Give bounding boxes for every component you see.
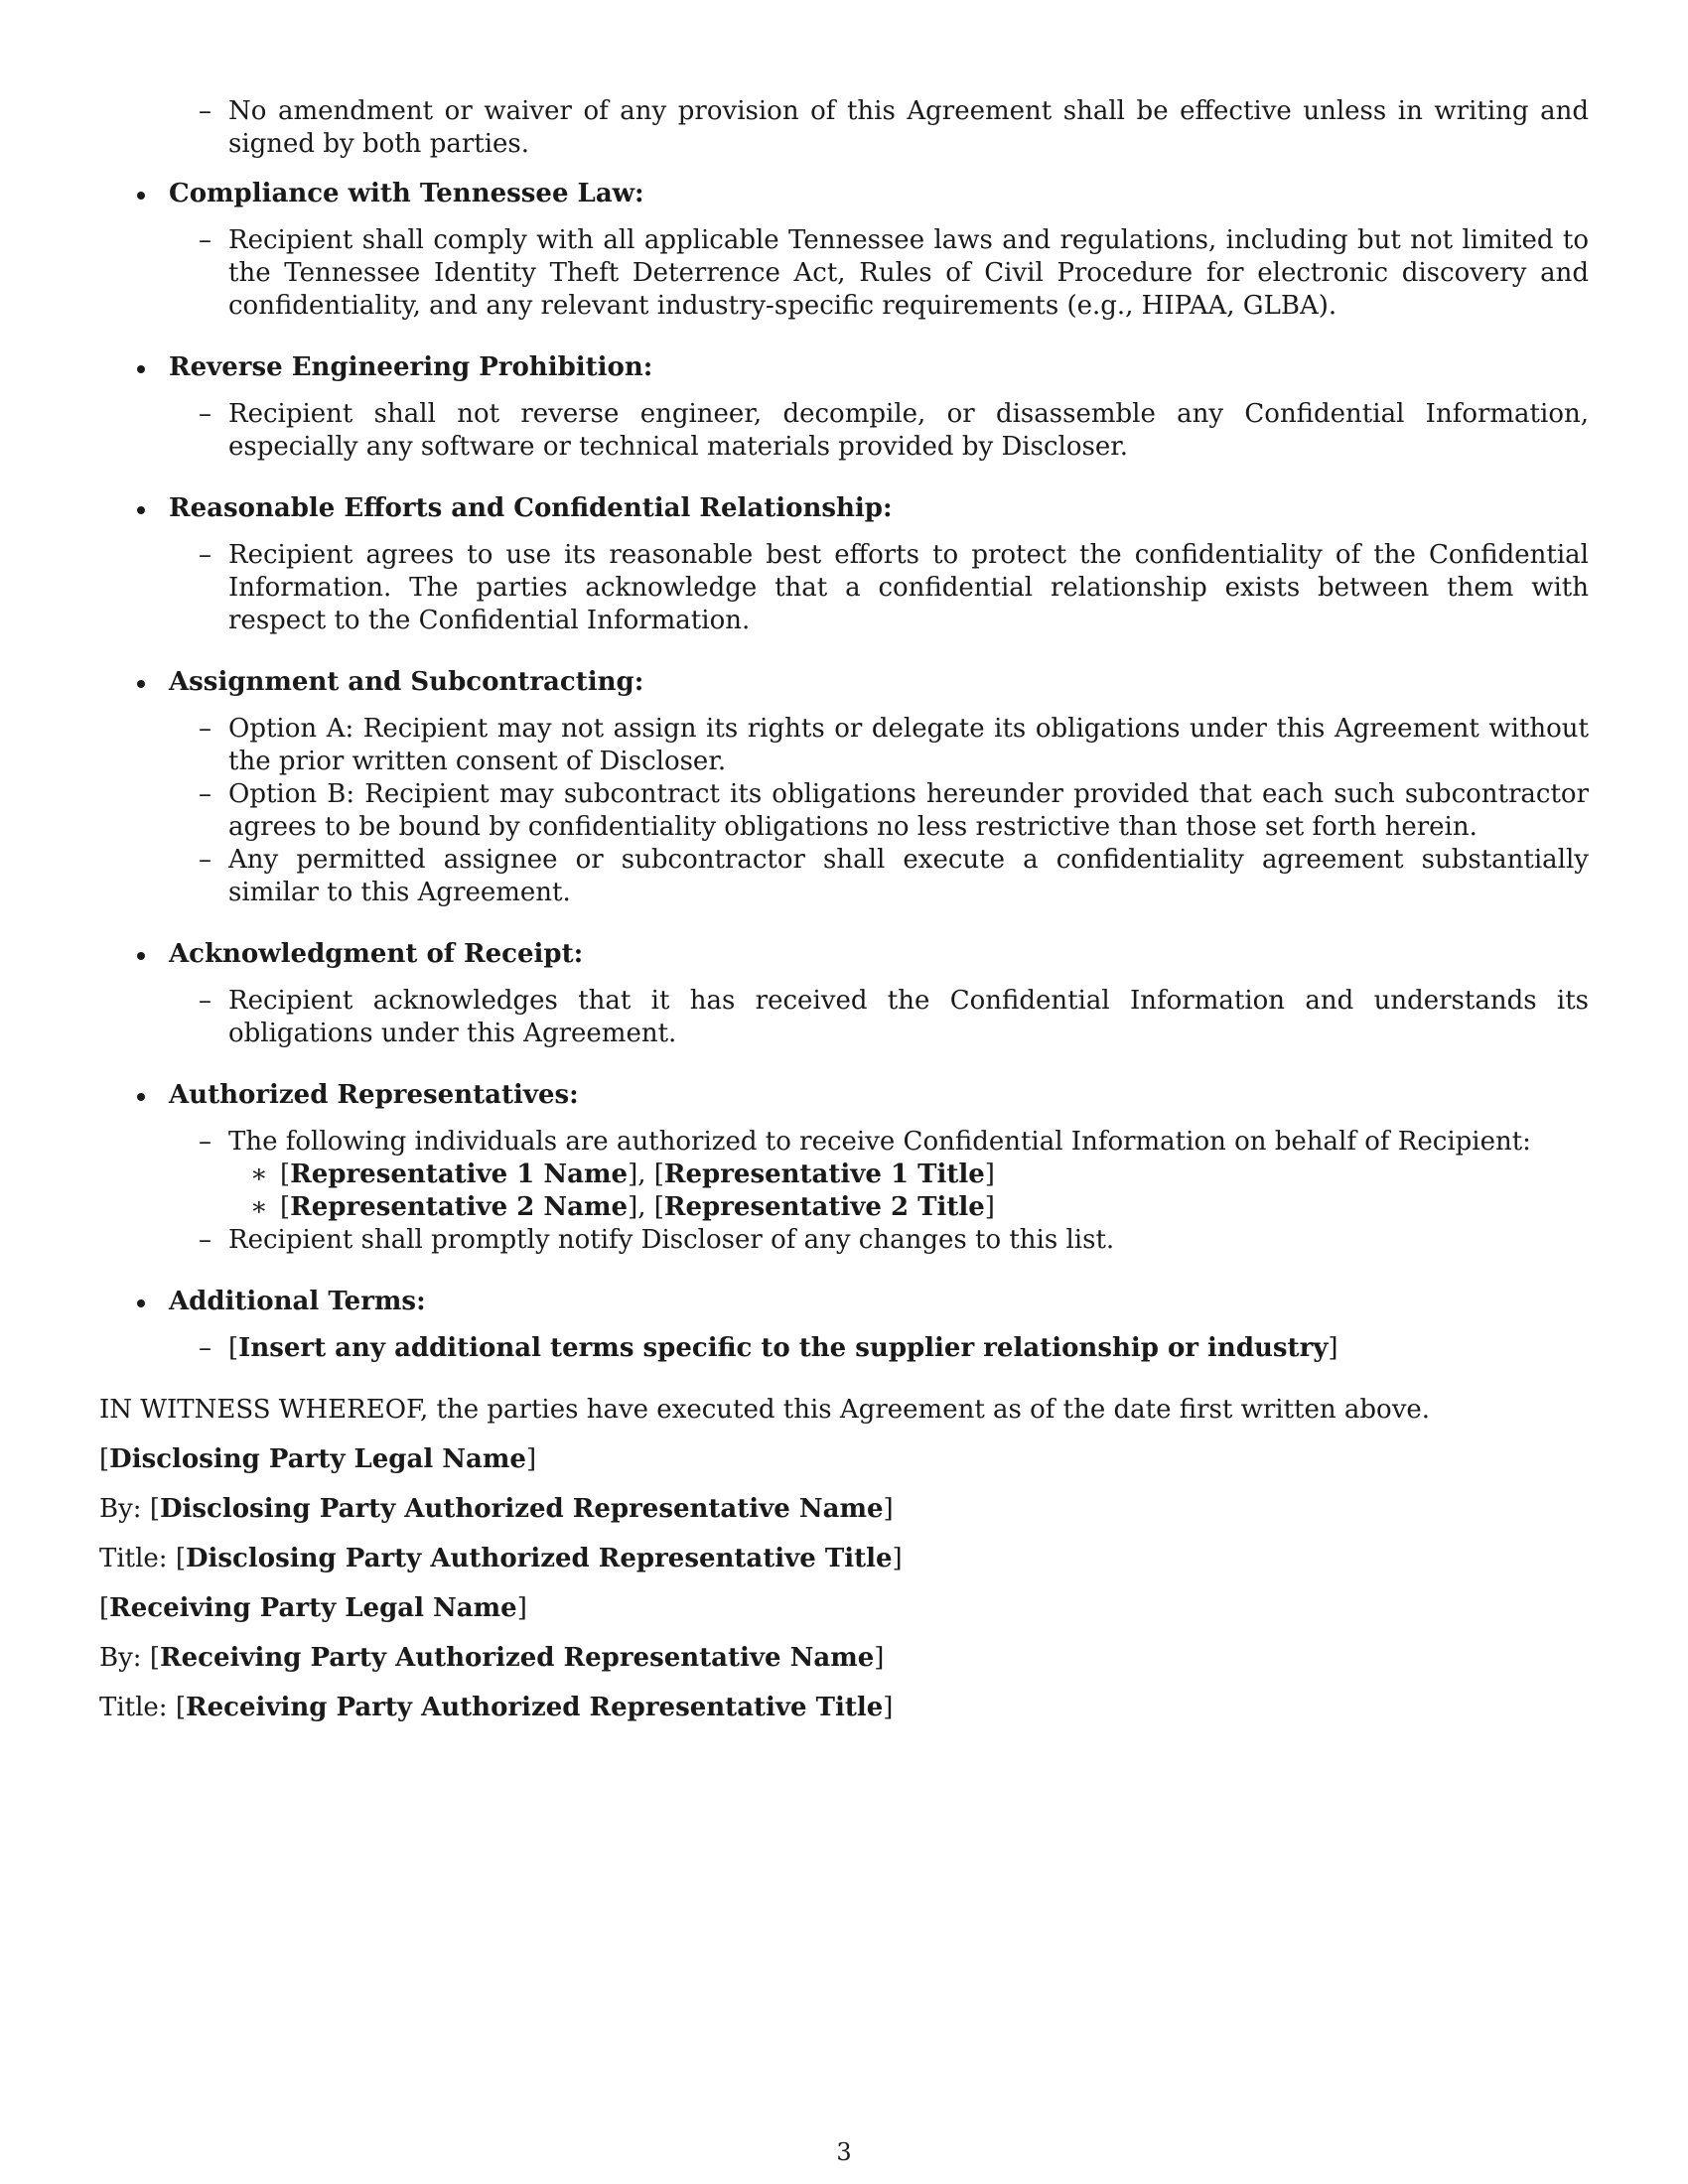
dash-marker: – bbox=[199, 1225, 211, 1255]
item-text: The following individuals are authorized to receive Confidential Information on behalf of Recipient: bbox=[228, 1127, 1531, 1157]
item-text: Option A: Recipient may not assign its rights or delegate its obligations under this Agreement without the prior written consent of Discloser. bbox=[228, 714, 1589, 776]
list-item bbox=[169, 539, 1589, 637]
section-title: Reverse Engineering Prohibition: bbox=[169, 352, 653, 382]
section-authorized-representatives bbox=[99, 1078, 1589, 1257]
section-title: Acknowledgment of Receipt: bbox=[169, 939, 584, 969]
section-acknowledgment bbox=[99, 937, 1589, 1050]
placeholder-text: Disclosing Party Authorized Representative Name bbox=[159, 1494, 884, 1524]
dash-marker: – bbox=[199, 399, 211, 429]
placeholder-text: Receiving Party Legal Name bbox=[109, 1593, 517, 1623]
placeholder-text: Disclosing Party Authorized Representative Title bbox=[186, 1544, 893, 1573]
list-item bbox=[169, 713, 1589, 778]
section-reverse-engineering bbox=[99, 350, 1589, 464]
item-text: Recipient agrees to use its reasonable best efforts to protect the confidentiality of the Confidential Information. The parties acknowledge that a confidential relationship exists between them with respect to the Confidential Information. bbox=[228, 540, 1589, 635]
item-text: Recipient shall comply with all applicable Tennessee laws and regulations, including but not limited to the Tennessee Identity Theft Deterrence Act, Rules of Civil Procedure for electronic discovery and confidentiality, and any relevant industry-specific requirements (e.g., HIPAA, GLBA). bbox=[228, 225, 1589, 321]
title-label: Title: bbox=[99, 1693, 168, 1722]
dash-marker: – bbox=[199, 845, 211, 875]
bullet-icon bbox=[137, 506, 145, 514]
item-text: Recipient shall not reverse engineer, decompile, or disassemble any Confidential Information, especially any software or technical materials provided by Discloser. bbox=[228, 399, 1589, 462]
amendment-text: No amendment or waiver of any provision of this Agreement shall be effective unless in writing and signed by both parties. bbox=[228, 96, 1589, 159]
disclosing-by-line: By: [Disclosing Party Authorized Representative Name] bbox=[99, 1494, 894, 1524]
placeholder-text: Receiving Party Authorized Representative Name bbox=[159, 1643, 875, 1673]
section-title: Compliance with Tennessee Law: bbox=[169, 179, 644, 208]
section-items bbox=[169, 713, 1589, 909]
bullet-icon bbox=[137, 1299, 145, 1307]
section-title: Assignment and Subcontracting: bbox=[169, 667, 644, 697]
section-title: Authorized Representatives: bbox=[169, 1080, 579, 1110]
dash-marker: – bbox=[199, 986, 211, 1016]
section-compliance bbox=[99, 177, 1589, 323]
item-text: Any permitted assignee or subcontractor shall execute a confidentiality agreement substantially similar to this Agreement. bbox=[228, 845, 1589, 907]
representative-item: ∗ [Representative 1 Name], [Representative 1 Title] bbox=[250, 1160, 995, 1189]
receiving-by-line: By: [Receiving Party Authorized Representative Name] bbox=[99, 1643, 885, 1673]
section-items bbox=[169, 398, 1589, 464]
section-assignment bbox=[99, 665, 1589, 909]
list-item bbox=[169, 985, 1589, 1050]
dash-marker: – bbox=[199, 96, 211, 126]
dash-marker: – bbox=[199, 779, 211, 809]
placeholder-text: Receiving Party Authorized Representative Title bbox=[186, 1693, 884, 1722]
list-item bbox=[169, 398, 1589, 464]
representative-name: Representative 2 Name bbox=[290, 1192, 629, 1222]
representative-name: Representative 1 Name bbox=[290, 1160, 629, 1189]
by-label: By: bbox=[99, 1494, 142, 1524]
bullet-icon bbox=[137, 365, 145, 373]
witness-statement: IN WITNESS WHEREOF, the parties have executed this Agreement as of the date first written above. bbox=[99, 1395, 1431, 1425]
representative-title: Representative 2 Title bbox=[663, 1192, 985, 1222]
document-page bbox=[99, 95, 1589, 1740]
dash-marker: – bbox=[199, 714, 211, 744]
star-marker: ∗ bbox=[250, 1160, 268, 1189]
dash-marker: – bbox=[199, 1333, 211, 1363]
list-item bbox=[169, 1126, 1589, 1224]
section-title: Reasonable Efforts and Confidential Relationship: bbox=[169, 493, 893, 523]
star-marker: ∗ bbox=[250, 1192, 268, 1222]
representatives-list bbox=[228, 1159, 1589, 1224]
item-text: Insert any additional terms specific to the supplier relationship or industry bbox=[238, 1333, 1329, 1363]
bullet-icon bbox=[137, 952, 145, 960]
section-items bbox=[169, 539, 1589, 637]
section-items bbox=[169, 985, 1589, 1050]
disclosing-title-line: Title: [Disclosing Party Authorized Representative Title] bbox=[99, 1544, 903, 1573]
section-title: Additional Terms: bbox=[169, 1287, 426, 1316]
representative-title: Representative 1 Title bbox=[663, 1160, 985, 1189]
item-text: Option B: Recipient may subcontract its obligations hereunder provided that each such subcontractor agrees to be bound by confidentiality obligations no less restrictive than those set forth herein. bbox=[228, 779, 1589, 842]
section-items bbox=[169, 1332, 1589, 1365]
list-item: – [Insert any additional terms specific to the supplier relationship or industry] bbox=[199, 1333, 1338, 1363]
title-label: Title: bbox=[99, 1544, 168, 1573]
page-number: 3 bbox=[836, 2138, 852, 2166]
bullet-icon bbox=[137, 1093, 145, 1101]
dash-marker: – bbox=[199, 225, 211, 255]
dash-marker: – bbox=[199, 1127, 211, 1157]
disclosing-legal-name: [Disclosing Party Legal Name] bbox=[99, 1444, 537, 1474]
by-label: By: bbox=[99, 1643, 142, 1673]
receiving-legal-name: [Receiving Party Legal Name] bbox=[99, 1593, 527, 1623]
list-item bbox=[169, 778, 1589, 844]
section-items bbox=[169, 224, 1589, 323]
dash-marker: – bbox=[199, 540, 211, 570]
bullet-icon bbox=[137, 680, 145, 688]
section-reasonable-efforts bbox=[99, 491, 1589, 637]
section-additional-terms bbox=[99, 1285, 1589, 1365]
list-item bbox=[169, 1224, 1589, 1257]
item-text: Recipient acknowledges that it has received the Confidential Information and understands its obligations under this Agreement. bbox=[228, 986, 1589, 1048]
bullet-icon bbox=[137, 192, 145, 200]
amendment-clause bbox=[99, 95, 1589, 161]
item-text: Recipient shall promptly notify Discloser of any changes to this list. bbox=[228, 1225, 1115, 1255]
section-list bbox=[99, 177, 1589, 1365]
placeholder-text: Disclosing Party Legal Name bbox=[109, 1444, 526, 1474]
list-item bbox=[169, 224, 1589, 323]
section-items bbox=[169, 1126, 1589, 1257]
receiving-title-line: Title: [Receiving Party Authorized Representative Title] bbox=[99, 1693, 894, 1722]
list-item bbox=[169, 844, 1589, 909]
representative-item: ∗ [Representative 2 Name], [Representative 2 Title] bbox=[250, 1192, 995, 1222]
